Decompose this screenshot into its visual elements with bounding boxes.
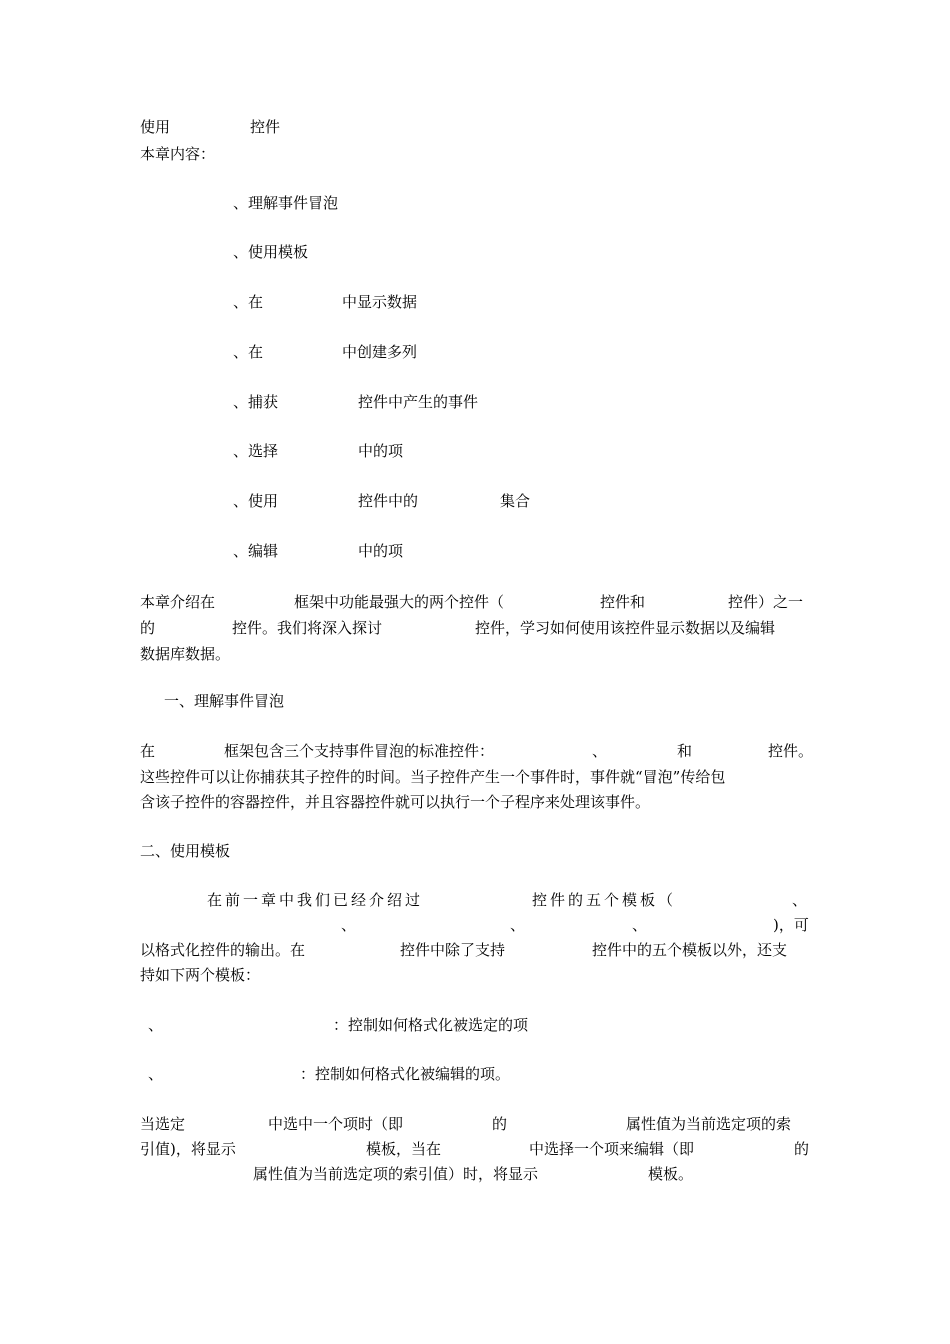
- text-run: 控件）之一: [728, 593, 804, 611]
- toc-text: 中的项: [358, 442, 404, 460]
- section-heading: 一、理解事件冒泡: [164, 692, 285, 710]
- text-run: 在前一章中我们已经介绍过: [207, 891, 424, 909]
- text-run: 控件和: [600, 593, 646, 611]
- intro-line: 数据库数据。: [140, 645, 231, 663]
- text-run: 属性值为当前选定项的索: [626, 1115, 792, 1133]
- title-part: 控件: [250, 118, 281, 136]
- text-run: 、: [632, 916, 648, 934]
- text-run: ：控制如何格式化被选定的项: [333, 1016, 529, 1034]
- text-run: 的: [492, 1115, 508, 1133]
- toc-text: 集合: [500, 492, 531, 510]
- text-run: 属性值为当前选定项的索引值）时，将显示: [253, 1165, 539, 1183]
- toc-text: 、选择: [233, 442, 279, 460]
- toc-text: 、理解事件冒泡: [233, 194, 339, 212]
- text-run: 、: [792, 891, 808, 909]
- toc-text: 、捕获: [233, 393, 279, 411]
- text-run: 、: [592, 742, 608, 760]
- toc-text: 控件中的: [358, 492, 419, 510]
- title-part: 使用: [140, 118, 171, 136]
- text-run: 、: [148, 1065, 164, 1083]
- text-run: 控件中的五个模板以外，还支: [592, 941, 788, 959]
- sec1-line: 含该子控件的容器控件，并且容器控件就可以执行一个子程序来处理该事件。: [140, 793, 651, 811]
- text-run: 模板。: [648, 1165, 694, 1183]
- toc-text: 、使用模板: [233, 243, 309, 261]
- sec1-line: 这些控件可以让你捕获其子控件的时间。当子控件产生一个事件时，事件就“冒泡”传给包: [140, 768, 726, 786]
- toc-text: 、在: [233, 293, 264, 311]
- toc-text: 中的项: [358, 542, 404, 560]
- text-run: 当选定: [140, 1115, 186, 1133]
- text-run: 控件中除了支持: [400, 941, 506, 959]
- text-run: ：控制如何格式化被编辑的项。: [300, 1065, 511, 1083]
- text-run: 的: [794, 1140, 810, 1158]
- text-run: 中选中一个项时（即: [268, 1115, 404, 1133]
- text-run: 框架中功能最强大的两个控件（: [294, 593, 505, 611]
- toc-text: 中显示数据: [342, 293, 418, 311]
- text-run: 的: [140, 619, 156, 637]
- text-run: )，可: [773, 916, 809, 934]
- text-run: 中选择一个项来编辑（即: [529, 1140, 695, 1158]
- text-run: 在: [140, 742, 156, 760]
- sec2-line: 持如下两个模板：: [140, 966, 261, 984]
- text-run: 、: [510, 916, 526, 934]
- toc-heading: 本章内容：: [140, 145, 216, 163]
- text-run: 、: [148, 1016, 164, 1034]
- section-heading: 二、使用模板: [140, 842, 231, 860]
- text-run: 以格式化控件的输出。在: [140, 941, 306, 959]
- text-run: 引值)，将显示: [140, 1140, 236, 1158]
- text-run: 、: [341, 916, 357, 934]
- toc-text: 、在: [233, 343, 264, 361]
- text-run: 控件。: [768, 742, 814, 760]
- toc-text: 、使用: [233, 492, 279, 510]
- toc-text: 中创建多列: [342, 343, 418, 361]
- text-run: 模板，当在: [366, 1140, 442, 1158]
- text-run: 控件的五个模板（: [532, 891, 677, 909]
- text-run: 框架包含三个支持事件冒泡的标准控件：: [224, 742, 495, 760]
- text-run: 本章介绍在: [140, 593, 216, 611]
- text-run: 控件。我们将深入探讨: [232, 619, 383, 637]
- toc-text: 、编辑: [233, 542, 279, 560]
- toc-text: 控件中产生的事件: [358, 393, 479, 411]
- text-run: 和: [677, 742, 693, 760]
- text-run: 控件，学习如何使用该控件显示数据以及编辑: [475, 619, 776, 637]
